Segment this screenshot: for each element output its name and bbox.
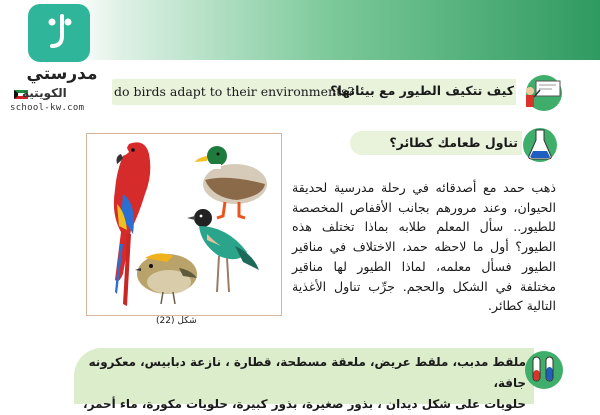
materials-list [82,352,526,415]
figure-caption: شكل (22) [156,316,197,326]
site-logo[interactable] [6,4,118,122]
flask-icon [522,124,558,164]
goldcrest-bird-image [135,253,197,304]
materials-line-2: حلويات على شكل ديدان ، بذور صغيرة، بذور كبيرة، حلويات مكورة، ماء أحمر، [83,397,526,411]
header-question-ar: كيف تتكيف الطيور مع بيئاتها؟ [330,83,514,98]
materials-line-1: ملقط مدبب، ملقط عريض، ملعقة مسطحة، قطارة ، نازعة دبابيس، معكرونه جافة، [88,355,526,390]
logo-url: school-kw.com [10,103,85,113]
body-paragraph: ذهب حمد مع أصدقائه في رحلة مدرسية لحديقة الحيوان، وعند مرورهم بجانب الأقفاص المخصصة للطيور.. سأل المعلم طلابه بماذا تختلف هذه الطيور؟ أول ما لاحظه حمد، الاختلاف في مناقير الطيور فسأل معلمه، لماذا الطيور لها مناقير مختلفة في الشكل والحجم. جرِّب تناول الأغذية التالية كطائر. [292,180,556,314]
teacher-board-icon [518,74,566,112]
birds-illustration [87,134,281,315]
header-question-en: do birds adapt to their environments? [114,84,355,99]
logo-subtitle: الكويتية [22,86,67,100]
smile-logo-icon [28,8,90,58]
pitta-bird-image [187,209,259,292]
test-tubes-icon [524,348,564,390]
birds-figure [86,133,282,316]
section-title: تناول طعامك كطائر؟ [389,135,518,150]
mallard-duck-image [195,146,267,218]
logo-title: مدرستي [26,64,98,84]
